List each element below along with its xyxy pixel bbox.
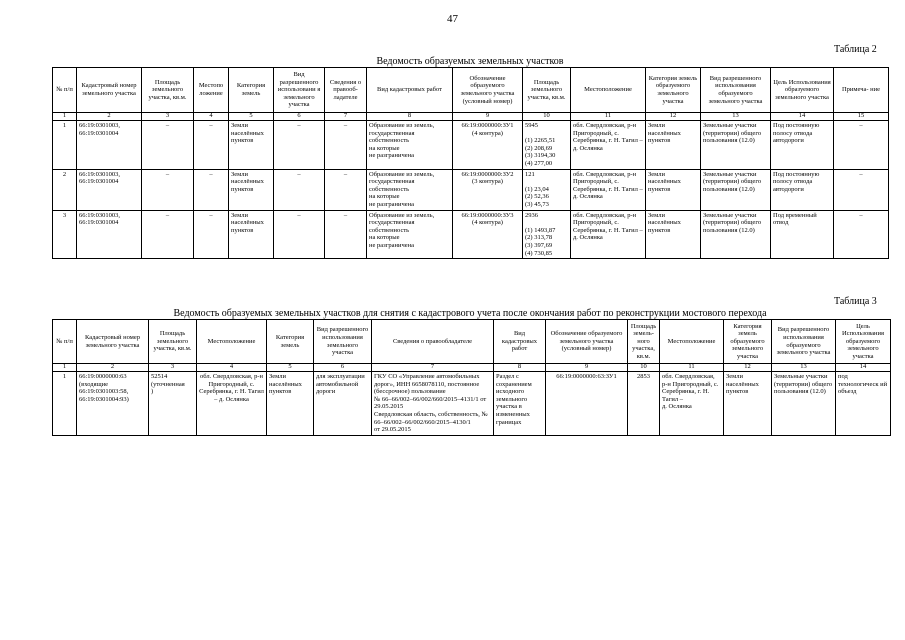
table-cell: 1 [53,372,77,436]
table-cell: 52514 (уточненная ) [149,372,197,436]
table-cell: Образование из земель, государственная собственность на которые не разграничена [367,169,453,210]
table-cell: – [274,121,325,170]
table-cell: 2 [53,169,77,210]
column-number: 2 [77,113,142,121]
column-number: 5 [267,364,314,372]
table-cell: – [142,169,194,210]
table-cell: Земли населённых пунктов [267,372,314,436]
table-cell: – [274,210,325,259]
table-cell: – [834,210,889,259]
table-cell: обл. Свердловская, р-н Пригородный, с. Серебрянка, г. Н. Тагил – д. Ослянка [197,372,267,436]
column-number: 8 [494,364,546,372]
column-number: 13 [772,364,836,372]
column-number: 10 [628,364,660,372]
column-number: 1 [53,113,77,121]
column-number: 13 [701,113,771,121]
column-number: 11 [571,113,646,121]
table2-header-cell: № п/п [53,68,77,113]
table2-header-row [53,68,889,113]
column-number: 4 [197,364,267,372]
table-cell: Земельные участки (территории) общего пользования (12.0) [772,372,836,436]
column-number: 9 [546,364,628,372]
column-number: 2 [77,364,149,372]
table-cell: – [274,169,325,210]
column-number: 14 [771,113,834,121]
column-number: 7 [372,364,494,372]
table-cell: Образование из земель, государственная собственность на которые не разграничена [367,210,453,259]
table3-header-cell: Цель Использования образуемого земельного участка [836,320,891,364]
table2-column-numbers [53,113,889,121]
table-cell: 66:19:0000000:ЗУ3 (4 контура) [453,210,523,259]
table-cell: Земли населённых пунктов [724,372,772,436]
table2-header-cell: Категория земель образуемого земельного участка [646,68,701,113]
table-cell: 66:19:0000000:63 (входящие 66:19:0301003:58, 66:19:0301004:93) [77,372,149,436]
table3-header-cell: Местоположение [660,320,724,364]
table-cell: обл. Свердловская, р-н Пригородный, с. Серебрянка, г. Н. Тагил – д. Ослянка [660,372,724,436]
table-cell: – [194,169,229,210]
table-cell: Образование из земель, государственная собственность на которые не разграничена [367,121,453,170]
column-number: 12 [646,113,701,121]
table2-header-cell: Цель Использования образуемого земельного участка [771,68,834,113]
table-cell: – [834,121,889,170]
table-cell: ГКУ СО «Управление автомобильных дорог», ИНН 6658078110, постоянное (бессрочное) пользование № 66–66/002–66/002/660/2015–4131/1 от 29.05.2015 Свердловская область, собственность, № 66–66/002–66/002/660/2015–4130/1 от 29.05.2015 [372,372,494,436]
table3-header-cell: Площадь земельного участка, кв.м. [149,320,197,364]
table-row [53,121,889,170]
table3-header-cell: Вид разрешенного использования земельного участка [314,320,372,364]
table-cell: Земли населённых пунктов [646,121,701,170]
table2-header-cell: Категория земель [229,68,274,113]
table-cell: – [325,121,367,170]
table2 [52,67,889,259]
table3-header-cell: Сведения о правообладателе [372,320,494,364]
table-cell: Земли населённых пунктов [229,121,274,170]
table3-header-cell: № п/п [53,320,77,364]
table-cell: – [142,121,194,170]
column-number: 5 [229,113,274,121]
table-cell: Земельные участки (территории) общего пользования (12.0) [701,121,771,170]
column-number: 3 [142,113,194,121]
table-cell: Земельные участки (территории) общего пользования (12.0) [701,210,771,259]
table3-header-cell: Кадастровый номер земельного участка [77,320,149,364]
table-cell: Земельные участки (территории) общего пользования (12.0) [701,169,771,210]
table-cell: 66:19:0000000:ЗУ2 (3 контура) [453,169,523,210]
table2-header-cell: Кадастровый номер земельного участка [77,68,142,113]
table-cell: Раздел с сохранением исходного земельного участка в измененных границах [494,372,546,436]
table3-header-cell: Категория земель [267,320,314,364]
table-cell: 1 [53,121,77,170]
column-number: 9 [453,113,523,121]
table-cell: под технологическ ий объезд [836,372,891,436]
column-number: 1 [53,364,77,372]
table3-header-cell: Вид кадастровых работ [494,320,546,364]
column-number: 6 [274,113,325,121]
table-cell: Под постоянную полосу отвода автодороги [771,169,834,210]
table-cell: 66:19:0301003, 66:19:0301004 [77,121,142,170]
table-cell: – [325,210,367,259]
table-cell: обл. Свердловская, р-н Пригородный, с. Серебрянка, г. Н. Тагил – д. Ослянка [571,210,646,259]
table-cell: Земли населённых пунктов [229,169,274,210]
table3 [52,319,891,436]
table-cell: обл. Свердловская, р-н Пригородный, с. Серебрянка, г. Н. Тагил – д. Ослянка [571,169,646,210]
table-cell: – [194,121,229,170]
table-row [53,169,889,210]
table-row [53,210,889,259]
table3-header-cell: Площадь земель-ного участка, кв.м. [628,320,660,364]
table3-title: Ведомость образуемых земельных участков для снятия с кадастрового учета после окончания работ по реконструкции мостового перехода [173,308,767,319]
table-cell: 66:19:0301003, 66:19:0301004 [77,169,142,210]
table-cell: 66:19:0301003, 66:19:0301004 [77,210,142,259]
column-number: 10 [523,113,571,121]
table-cell: – [834,169,889,210]
table-cell: для эксплуатации автомобильной дороги [314,372,372,436]
table-cell: 5945 (1) 2265,51 (2) 208,69 (3) 3194,30 (4) 277,00 [523,121,571,170]
table-cell: 2853 [628,372,660,436]
table2-header-cell: Вид кадастровых работ [367,68,453,113]
table2-header-cell: Примеча- ние [834,68,889,113]
table-cell: обл. Свердловская, р-н Пригородный, с. Серебрянка, г. Н. Тагил – д. Ослянка [571,121,646,170]
table-cell: 2936 (1) 1493,87 (2) 313,78 (3) 397,69 (4) 730,85 [523,210,571,259]
table-cell: Земли населённых пунктов [646,169,701,210]
table2-header-cell: Площадь земельного участка, кв.м. [142,68,194,113]
table3-header-row [53,320,891,364]
table-cell: Земли населённых пунктов [646,210,701,259]
column-number: 15 [834,113,889,121]
table3-header-cell: Местоположение [197,320,267,364]
table2-header-cell: Вид разрешенного использования образуемого земельного участка [701,68,771,113]
table-row [53,372,891,436]
table3-column-numbers [53,364,891,372]
column-number: 11 [660,364,724,372]
table-cell: – [194,210,229,259]
table2-header-cell: Местопо ложение [194,68,229,113]
column-number: 4 [194,113,229,121]
table2-label: Таблица 2 [834,44,877,55]
table2-header-cell: Площадь земельного участка, кв.м. [523,68,571,113]
column-number: 6 [314,364,372,372]
column-number: 12 [724,364,772,372]
column-number: 3 [149,364,197,372]
table-cell: 66:19:0000000:63:ЗУ1 [546,372,628,436]
column-number: 14 [836,364,891,372]
table-cell: Земли населённых пунктов [229,210,274,259]
table3-header-cell: Обозначение образуемого земельного участка (условный номер) [546,320,628,364]
table3-header-cell: Категория земель образуемого земельного участка [724,320,772,364]
table-cell: Под постоянную полосу отвода автодороги [771,121,834,170]
table-cell: – [142,210,194,259]
column-number: 7 [325,113,367,121]
table2-header-cell: Вид разрешенного использовани я земельного участка [274,68,325,113]
page-number: 47 [447,13,458,25]
table2-header-cell: Сведения о правооб- ладателе [325,68,367,113]
table2-header-cell: Обозначение образуемого земельного участка (условный номер) [453,68,523,113]
table-cell: Под временный отвод [771,210,834,259]
table-cell: – [325,169,367,210]
table-cell: 66:19:0000000:ЗУ1 (4 контура) [453,121,523,170]
table2-title: Ведомость образуемых земельных участков [376,56,564,67]
table3-header-cell: Вид разрешенного использования образуемого земельного участка [772,320,836,364]
table-cell: 3 [53,210,77,259]
table3-label: Таблица 3 [834,296,877,307]
table-cell: 121 (1) 23,04 (2) 52,36 (3) 45,73 [523,169,571,210]
table2-header-cell: Местоположение [571,68,646,113]
column-number: 8 [367,113,453,121]
